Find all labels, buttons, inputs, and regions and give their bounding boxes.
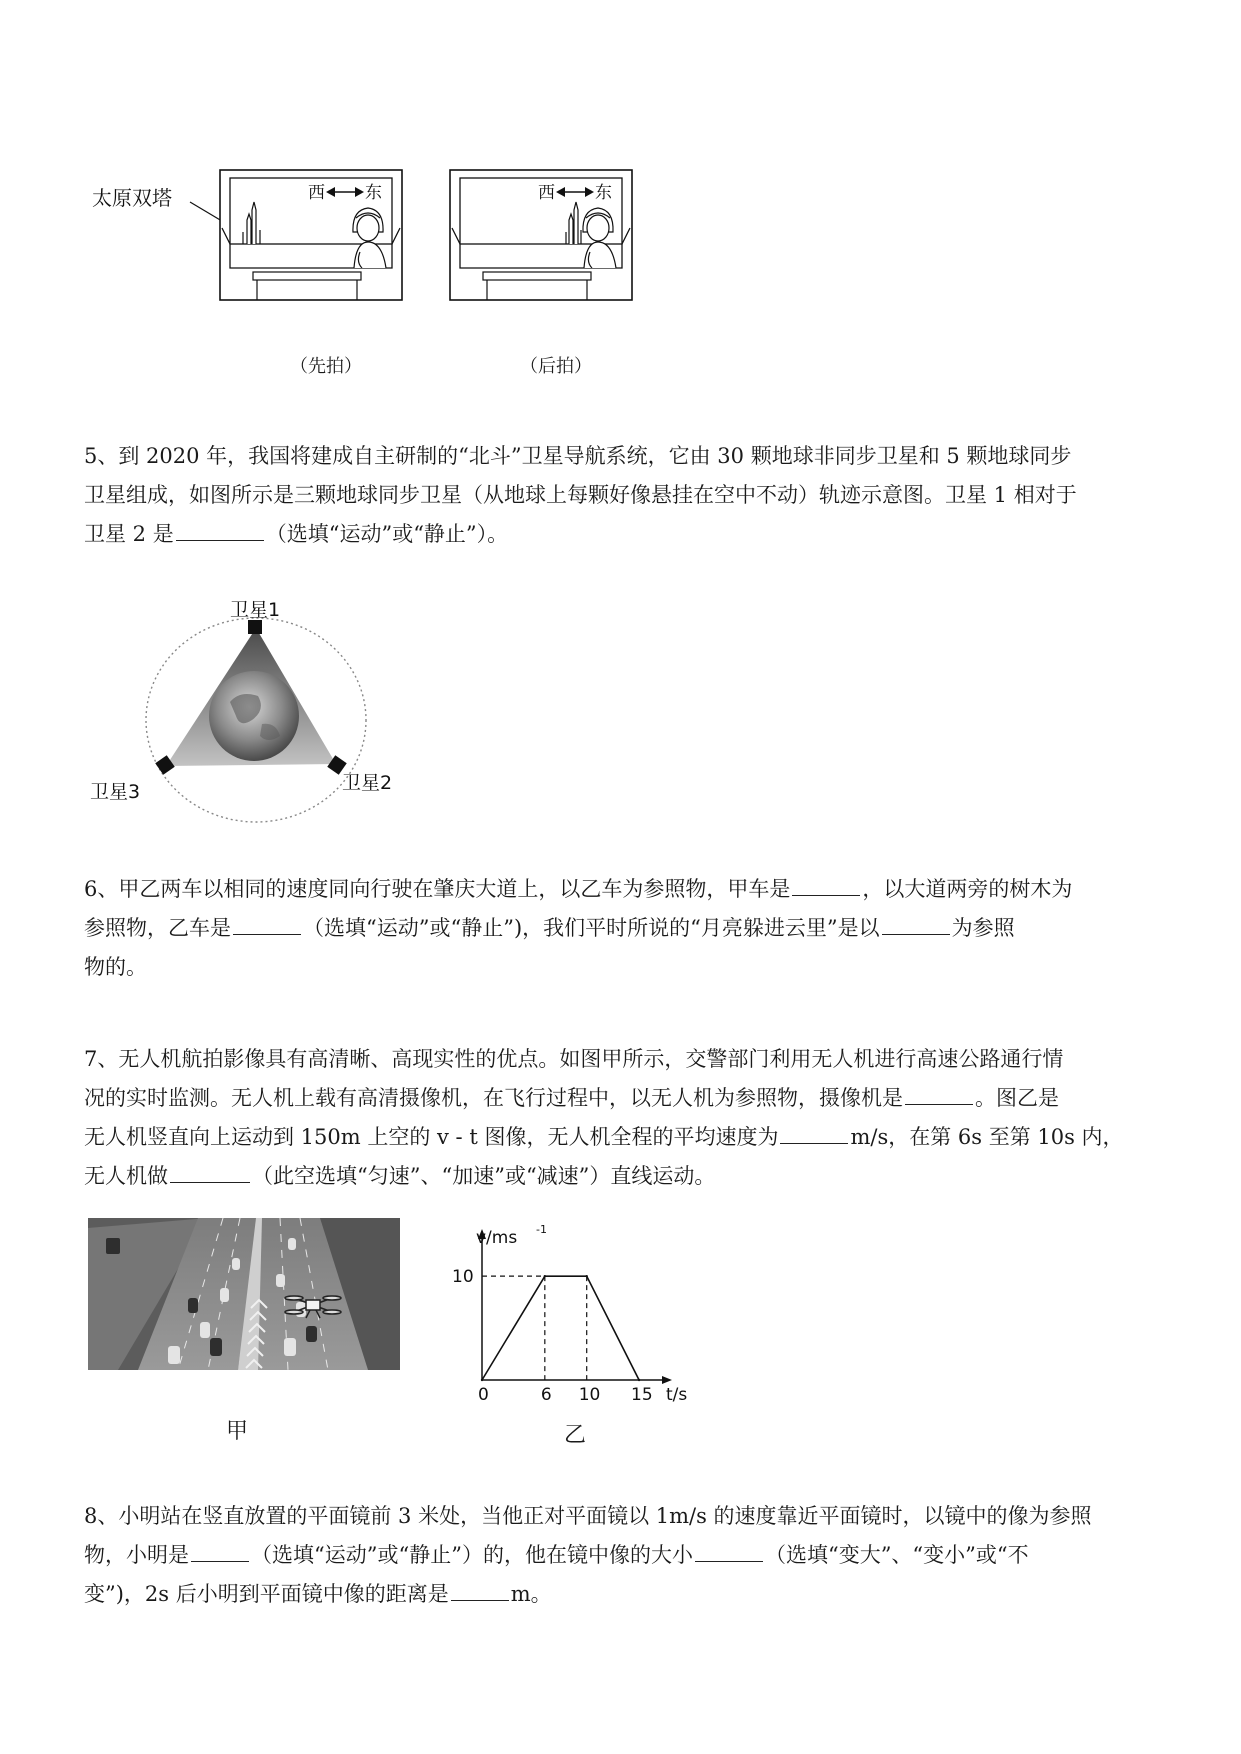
velocity-time-chart (440, 1220, 710, 1420)
q6-line-2-mid: （选填“运动”或“静止”)，我们平时所说的“月亮躲进云里”是以 (303, 916, 880, 940)
q7-line-4 (84, 1157, 1174, 1196)
x-axis-arrow (662, 1376, 672, 1384)
q6-line-2 (84, 909, 1174, 948)
q5-line-1: 5、到 2020 年，我国将建成自主研制的“北斗”卫星导航系统，它由 30 颗地球非同步卫星和 5 颗地球同步 (84, 444, 1072, 468)
question-5 (84, 437, 1174, 554)
x-axis-label: t/s (666, 1385, 688, 1405)
answer-blank-q7-1[interactable] (905, 1082, 973, 1105)
answer-blank-q7-2[interactable] (780, 1121, 848, 1144)
q6-line-1-start: 6、甲乙两车以相同的速度同向行驶在肇庆大道上，以乙车为参照物，甲车是 (84, 877, 791, 901)
q7-line-1: 7、无人机航拍影像具有高清晰、高现实性的优点。如图甲所示，交警部门利用无人机进行高速公路通行情 (84, 1047, 1064, 1071)
q7-line-3-end: m/s，在第 6s 至第 10s 内， (850, 1125, 1124, 1149)
answer-blank-q5[interactable] (176, 518, 264, 541)
q7-line-3 (84, 1118, 1174, 1157)
x-tick-label: 10 (578, 1385, 601, 1405)
y-axis-label: v/ms (476, 1228, 518, 1248)
train-window-figure (90, 168, 650, 378)
q5-line-2: 卫星组成，如图所示是三颗地球同步卫星（从地球上每颗好像悬挂在空中不动）轨迹示意图。卫星 1 相对于 (84, 483, 1077, 507)
q5-line-3-end: （选填“运动”或“静止”）。 (265, 522, 509, 546)
dir-east-label: 东 (595, 183, 612, 203)
x-tick-label: 6 (540, 1385, 552, 1405)
satellite-1-label: 卫星1 (230, 599, 281, 621)
velocity-series-line (482, 1276, 639, 1380)
dir-east-label: 东 (365, 183, 382, 203)
q8-line-1: 8、小明站在竖直放置的平面镜前 3 米处，当他正对平面镜以 1m/s 的速度靠近平面镜时，以镜中的像为参照 (84, 1504, 1092, 1528)
q6-line-1 (84, 870, 1174, 909)
q8-line-2 (84, 1536, 1174, 1575)
caption-first-photo: （先拍） (290, 356, 362, 377)
callout-label: 太原双塔 (92, 186, 172, 210)
question-7 (84, 1040, 1174, 1196)
caption-figure-b: 乙 (564, 1423, 587, 1448)
satellite-2-label: 卫星2 (342, 772, 393, 794)
q8-line-2-start: 物，小明是 (84, 1543, 189, 1567)
q6-line-2-end: 为参照 (951, 916, 1015, 940)
q5-line-3 (84, 515, 1174, 554)
q8-line-3 (84, 1575, 1174, 1614)
q8-line-3-start: 变”)，2s 后小明到平面镜中像的距离是 (84, 1582, 449, 1606)
q8-line-3-end: m。 (510, 1582, 552, 1606)
data-point (586, 1275, 588, 1277)
data-point (481, 1379, 483, 1381)
data-point (638, 1379, 640, 1381)
answer-blank-q6-3[interactable] (882, 912, 950, 935)
answer-blank-q8-2[interactable] (695, 1539, 763, 1562)
caption-figure-a: 甲 (226, 1419, 249, 1444)
x-tick-label: 15 (631, 1385, 653, 1405)
q8-line-2-end: （选填“变大”、“变小”或“不 (764, 1543, 1029, 1567)
question-8 (84, 1497, 1174, 1614)
x-tick-label: 0 (478, 1385, 489, 1405)
q6-line-1-end: ，以大道两旁的树木为 (862, 877, 1073, 901)
caption-second-photo: （后拍） (520, 356, 592, 377)
q5-line-3-start: 卫星 2 是 (84, 522, 174, 546)
window-frame-second (450, 170, 632, 300)
answer-blank-q8-3[interactable] (451, 1578, 509, 1601)
q6-line-3: 物的。 (84, 955, 147, 979)
q7-line-2-end: 。图乙是 (975, 1086, 1059, 1110)
window-frame-first (220, 170, 402, 300)
q7-line-2-start: 况的实时监测。无人机上载有高清摄像机，在飞行过程中，以无人机为参照物，摄像机是 (84, 1086, 903, 1110)
y-axis-label-superscript: -1 (536, 1223, 547, 1236)
satellite-1-icon (248, 620, 262, 634)
drone-highway-photo (88, 1218, 400, 1370)
q8-line-2-mid: （选填“运动”或“静止”）的，他在镜中像的大小 (251, 1543, 693, 1567)
y-tick-label: 10 (452, 1267, 474, 1288)
q7-line-4-end: （此空选填“匀速”、“加速”或“减速”）直线运动。 (252, 1164, 716, 1188)
q7-line-3-start: 无人机竖直向上运动到 150m 上空的 v - t 图像，无人机全程的平均速度为 (84, 1125, 779, 1149)
answer-blank-q8-1[interactable] (191, 1539, 249, 1562)
answer-blank-q7-3[interactable] (170, 1160, 250, 1183)
q7-line-4-start: 无人机做 (84, 1164, 168, 1188)
dir-west-label: 西 (538, 183, 555, 203)
satellite-3-label: 卫星3 (90, 781, 141, 803)
q7-line-2 (84, 1079, 1174, 1118)
answer-blank-q6-2[interactable] (233, 912, 301, 935)
data-point (544, 1275, 546, 1277)
answer-blank-q6-1[interactable] (792, 873, 860, 896)
dir-west-label: 西 (308, 183, 325, 203)
satellite-orbit-figure (90, 598, 420, 828)
question-6 (84, 870, 1174, 987)
q6-line-2-start: 参照物，乙车是 (84, 916, 231, 940)
